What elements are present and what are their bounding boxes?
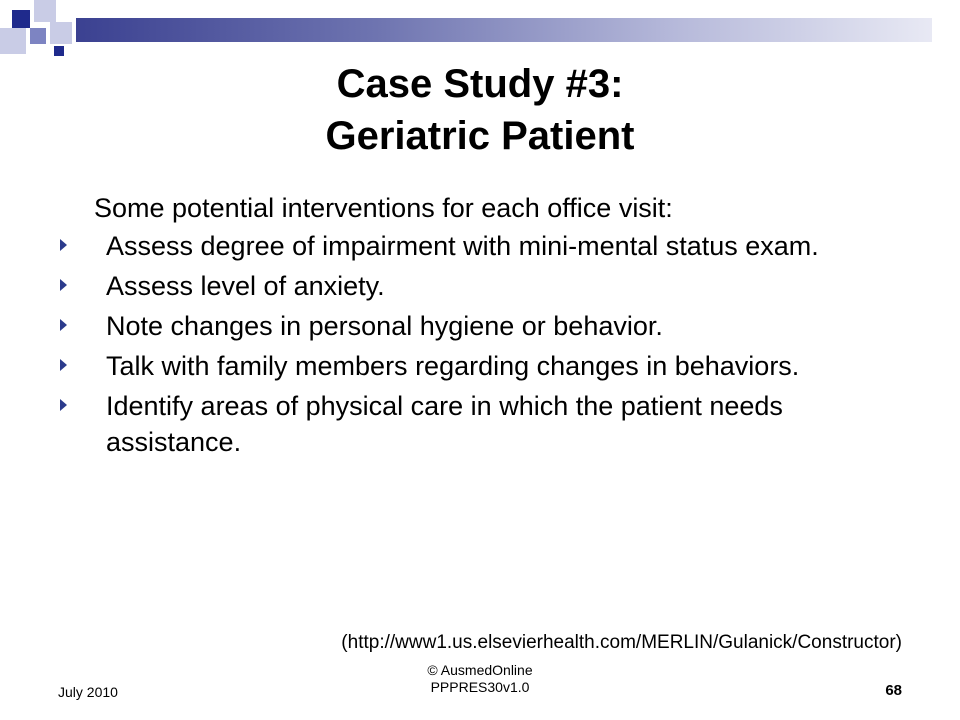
bullet-arrow-icon: [60, 319, 67, 331]
bullet-text: Talk with family members regarding changes in behaviors.: [106, 351, 800, 381]
bullet-item: [58, 308, 878, 344]
bullet-item: [58, 348, 878, 384]
title-line-1: Case Study #3:: [336, 62, 624, 106]
footer-copyright: © AusmedOnline: [427, 662, 533, 678]
title-line-2: Geriatric Patient: [325, 114, 635, 158]
top-gradient-bar: [76, 18, 932, 42]
bullet-text: Identify areas of physical care in which the patient needs assistance.: [106, 391, 783, 457]
bullet-arrow-icon: [60, 359, 67, 371]
page-number: 68: [885, 682, 902, 699]
citation-url: (http://www1.us.elsevierhealth.com/MERLIN/Gulanick/Constructor): [341, 632, 902, 653]
deco-square: [50, 22, 72, 44]
slide-body: [58, 190, 878, 464]
deco-square: [0, 28, 26, 54]
bullet-item: [58, 388, 878, 460]
deco-square: [30, 28, 46, 44]
decorative-squares: [0, 0, 80, 60]
bullet-arrow-icon: [60, 399, 67, 411]
bullet-item: [58, 268, 878, 304]
deco-square: [54, 46, 64, 56]
footer-date: July 2010: [58, 684, 118, 700]
bullet-list: [58, 228, 878, 460]
bullet-arrow-icon: [60, 279, 67, 291]
deco-square: [12, 10, 30, 28]
deco-square: [34, 0, 56, 22]
footer-center: [0, 662, 960, 696]
bullet-text: Assess degree of impairment with mini-mental status exam.: [106, 231, 819, 261]
bullet-text: Assess level of anxiety.: [106, 271, 385, 301]
footer-code: PPPRES30v1.0: [430, 679, 530, 695]
bullet-arrow-icon: [60, 239, 67, 251]
bullet-item: [58, 228, 878, 264]
intro-text: Some potential interventions for each office visit:: [94, 193, 673, 223]
slide-title: [0, 58, 960, 162]
bullet-text: Note changes in personal hygiene or behavior.: [106, 311, 663, 341]
